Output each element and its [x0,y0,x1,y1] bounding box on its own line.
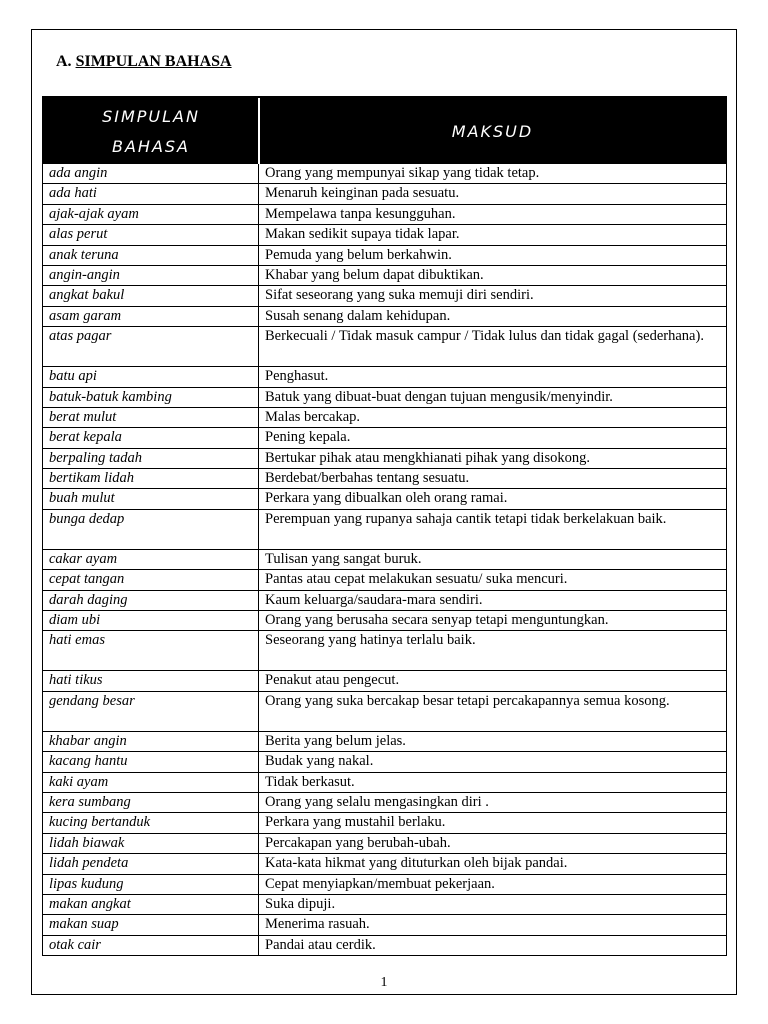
term-cell: berpaling tadah [43,449,259,468]
meaning-cell: Perempuan yang rupanya sahaja cantik tetapi tidak berkelakuan baik. [265,510,667,527]
table-row [42,671,727,691]
meaning-cell: Berita yang belum jelas. [265,732,406,749]
term-cell: ada angin [43,164,259,183]
meaning-cell: Makan sedikit supaya tidak lapar. [265,226,460,243]
meaning-cell: Pandai atau cerdik. [265,936,376,953]
meaning-cell: Pantas atau cepat melakukan sesuatu/ suka mencuri. [265,571,568,588]
meaning-cell: Perkara yang mustahil berlaku. [265,814,446,831]
table-row [42,936,727,956]
term-cell: otak cair [43,936,259,955]
table-row [42,184,727,204]
idiom-table [42,96,727,956]
term-cell: gendang besar [43,692,259,731]
term-cell: berat kepala [43,428,259,447]
term-cell: bertikam lidah [43,469,259,488]
table-row [42,793,727,813]
meaning-cell: Perkara yang dibualkan oleh orang ramai. [265,490,508,507]
meaning-cell: Pemuda yang belum berkahwin. [265,246,452,263]
header-term [44,98,260,164]
table-row [42,692,727,732]
table-row [42,286,727,306]
term-cell: kera sumbang [43,793,259,812]
term-cell: kucing bertanduk [43,813,259,832]
meaning-cell: Penghasut. [265,368,329,385]
term-cell: berat mulut [43,408,259,427]
table-row [42,773,727,793]
table-row [42,854,727,874]
table-row [42,388,727,408]
meaning-cell: Bertukar pihak atau mengkhianati pihak yang disokong. [265,449,590,466]
table-row [42,205,727,225]
meaning-cell: Orang yang mempunyai sikap yang tidak tetap. [265,165,540,181]
table-row [42,428,727,448]
meaning-cell: Budak yang nakal. [265,753,374,770]
table-row [42,225,727,245]
term-cell: kaki ayam [43,773,259,792]
meaning-cell: Pening kepala. [265,429,351,446]
term-cell: hati tikus [43,671,259,690]
term-cell: khabar angin [43,732,259,751]
table-row [42,895,727,915]
term-cell: bunga dedap [43,510,259,549]
table-row [42,489,727,509]
meaning-cell: Percakapan yang berubah-ubah. [265,834,451,851]
section-label: A. [56,53,72,70]
table-row [42,550,727,570]
term-cell: alas perut [43,225,259,244]
meaning-cell: Berdebat/berbahas tentang sesuatu. [265,470,470,487]
header-term-line2: BAHASA [112,137,190,156]
table-row [42,875,727,895]
table-row [42,752,727,772]
term-cell: lipas kudung [43,875,259,894]
term-cell: atas pagar [43,327,259,366]
meaning-cell: Malas bercakap. [265,408,361,425]
table-row [42,164,727,184]
meaning-cell: Seseorang yang hatinya terlalu baik. [265,632,476,649]
section-heading [56,53,232,71]
meaning-cell: Penakut atau pengecut. [265,672,400,689]
meaning-cell: Susah senang dalam kehidupan. [265,307,451,324]
meaning-cell: Menerima rasuah. [265,916,370,933]
term-cell: lidah pendeta [43,854,259,873]
table-row [42,266,727,286]
table-row [42,246,727,266]
term-cell: batu api [43,367,259,386]
term-cell: buah mulut [43,489,259,508]
term-cell: cakar ayam [43,550,259,569]
table-row [42,591,727,611]
meaning-cell: Berkecuali / Tidak masuk campur / Tidak lulus dan tidak gagal (sederhana). [265,328,704,345]
table-row [42,307,727,327]
table-row [42,631,727,671]
table-row [42,408,727,428]
term-cell: ajak-ajak ayam [43,205,259,224]
meaning-cell: Orang yang berusaha secara senyap tetapi menguntungkan. [265,612,609,629]
table-row [42,813,727,833]
term-cell: makan angkat [43,895,259,914]
meaning-cell: Tidak berkasut. [265,773,355,790]
meaning-cell: Batuk yang dibuat-buat dengan tujuan mengusik/menyindir. [265,388,613,405]
section-title: SIMPULAN BAHASA [75,53,232,70]
term-cell: ada hati [43,184,259,203]
term-cell: diam ubi [43,611,259,630]
table-row [42,510,727,550]
table-row [42,327,727,367]
meaning-cell: Khabar yang belum dapat dibuktikan. [265,266,484,283]
table-row [42,834,727,854]
meaning-cell: Kata-kata hikmat yang dituturkan oleh bijak pandai. [265,855,568,872]
meaning-cell: Orang yang suka bercakap besar tetapi percakapannya semua kosong. [265,692,670,709]
term-cell: cepat tangan [43,570,259,589]
header-meaning: MAKSUD [451,121,534,141]
term-cell: angin-angin [43,266,259,285]
meaning-cell: Suka dipuji. [265,895,336,912]
header-term-line1: SIMPULAN [102,107,200,126]
table-body [42,164,727,956]
term-cell: makan suap [43,915,259,934]
meaning-cell: Mempelawa tanpa kesungguhan. [265,205,456,222]
table-row [42,732,727,752]
term-cell: kacang hantu [43,752,259,771]
table-row [42,611,727,631]
meaning-cell: Kaum keluarga/saudara-mara sendiri. [265,591,483,608]
meaning-cell: Menaruh keinginan pada sesuatu. [265,185,460,202]
term-cell: hati emas [43,631,259,670]
table-header [42,96,727,164]
table-row [42,570,727,590]
term-cell: anak teruna [43,246,259,265]
table-row [42,469,727,489]
table-row [42,915,727,935]
meaning-cell: Cepat menyiapkan/membuat pekerjaan. [265,875,495,892]
term-cell: lidah biawak [43,834,259,853]
meaning-cell: Tulisan yang sangat buruk. [265,550,422,567]
meaning-cell: Orang yang selalu mengasingkan diri . [265,793,489,810]
term-cell: batuk-batuk kambing [43,388,259,407]
meaning-cell: Sifat seseorang yang suka memuji diri sendiri. [265,287,534,304]
table-row [42,449,727,469]
term-cell: darah daging [43,591,259,610]
page-number: 1 [380,975,388,990]
term-cell: asam garam [43,307,259,326]
term-cell: angkat bakul [43,286,259,305]
table-row [42,367,727,387]
